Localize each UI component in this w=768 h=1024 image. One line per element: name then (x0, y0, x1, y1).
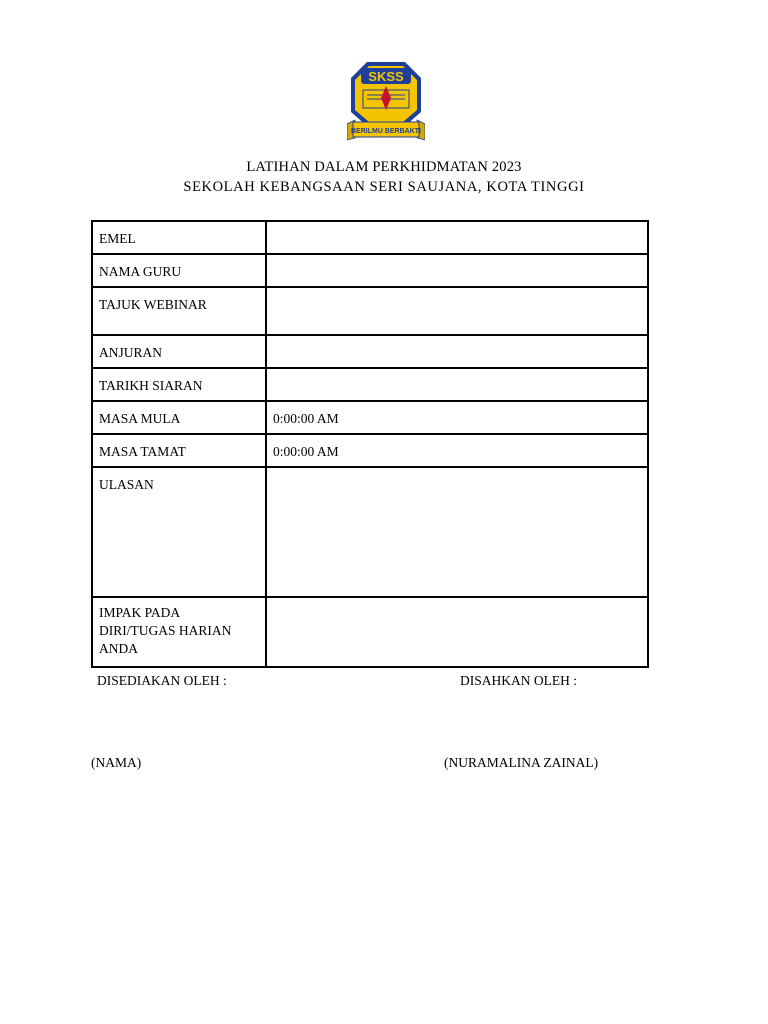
table-row (92, 368, 648, 401)
table-row (92, 597, 648, 667)
row-label-emel: EMEL (92, 221, 266, 254)
impak-label-line: ANDA (99, 641, 138, 656)
nama-guru-field[interactable] (266, 254, 648, 287)
svg-text:BERILMU BERBAKTI: BERILMU BERBAKTI (351, 128, 421, 135)
row-label-masa-mula: MASA MULA (92, 401, 266, 434)
school-crest-icon (347, 60, 425, 142)
table-row (92, 467, 648, 597)
school-name: SEKOLAH KEBANGSAAN SERI SAUJANA, KOTA TINGGI (183, 179, 585, 195)
row-label-anjuran: ANJURAN (92, 335, 266, 368)
table-row (92, 254, 648, 287)
masa-tamat-field[interactable]: 0:00:00 AM (266, 434, 648, 467)
prepared-by-label: DISEDIAKAN OLEH : (97, 673, 227, 688)
row-label-impak (92, 597, 266, 667)
emel-field[interactable] (266, 221, 648, 254)
school-logo (347, 60, 425, 142)
prepared-by-name: (NAMA) (91, 755, 142, 770)
page-title: LATIHAN DALAM PERKHIDMATAN 2023 (246, 159, 522, 175)
impak-label-line: DIRI/TUGAS HARIAN (99, 623, 232, 638)
table-row (92, 221, 648, 254)
row-label-ulasan: ULASAN (92, 467, 266, 597)
impak-label-line: IMPAK PADA (99, 605, 181, 620)
approved-by-label: DISAHKAN OLEH : (460, 673, 577, 688)
row-label-tarikh-siaran: TARIKH SIARAN (92, 368, 266, 401)
svg-text:SKSS: SKSS (368, 69, 404, 84)
tajuk-webinar-field[interactable] (266, 287, 648, 335)
table-row (92, 434, 648, 467)
approved-by-name: (NURAMALINA ZAINAL) (444, 755, 599, 770)
table-row (92, 335, 648, 368)
tarikh-siaran-field[interactable] (266, 368, 648, 401)
impak-field[interactable] (266, 597, 648, 667)
masa-mula-field[interactable]: 0:00:00 AM (266, 401, 648, 434)
form-table (91, 220, 649, 668)
anjuran-field[interactable] (266, 335, 648, 368)
row-label-masa-tamat: MASA TAMAT (92, 434, 266, 467)
ulasan-field[interactable] (266, 467, 648, 597)
row-label-tajuk-webinar: TAJUK WEBINAR (92, 287, 266, 335)
row-label-nama-guru: NAMA GURU (92, 254, 266, 287)
table-row (92, 401, 648, 434)
table-row (92, 287, 648, 335)
